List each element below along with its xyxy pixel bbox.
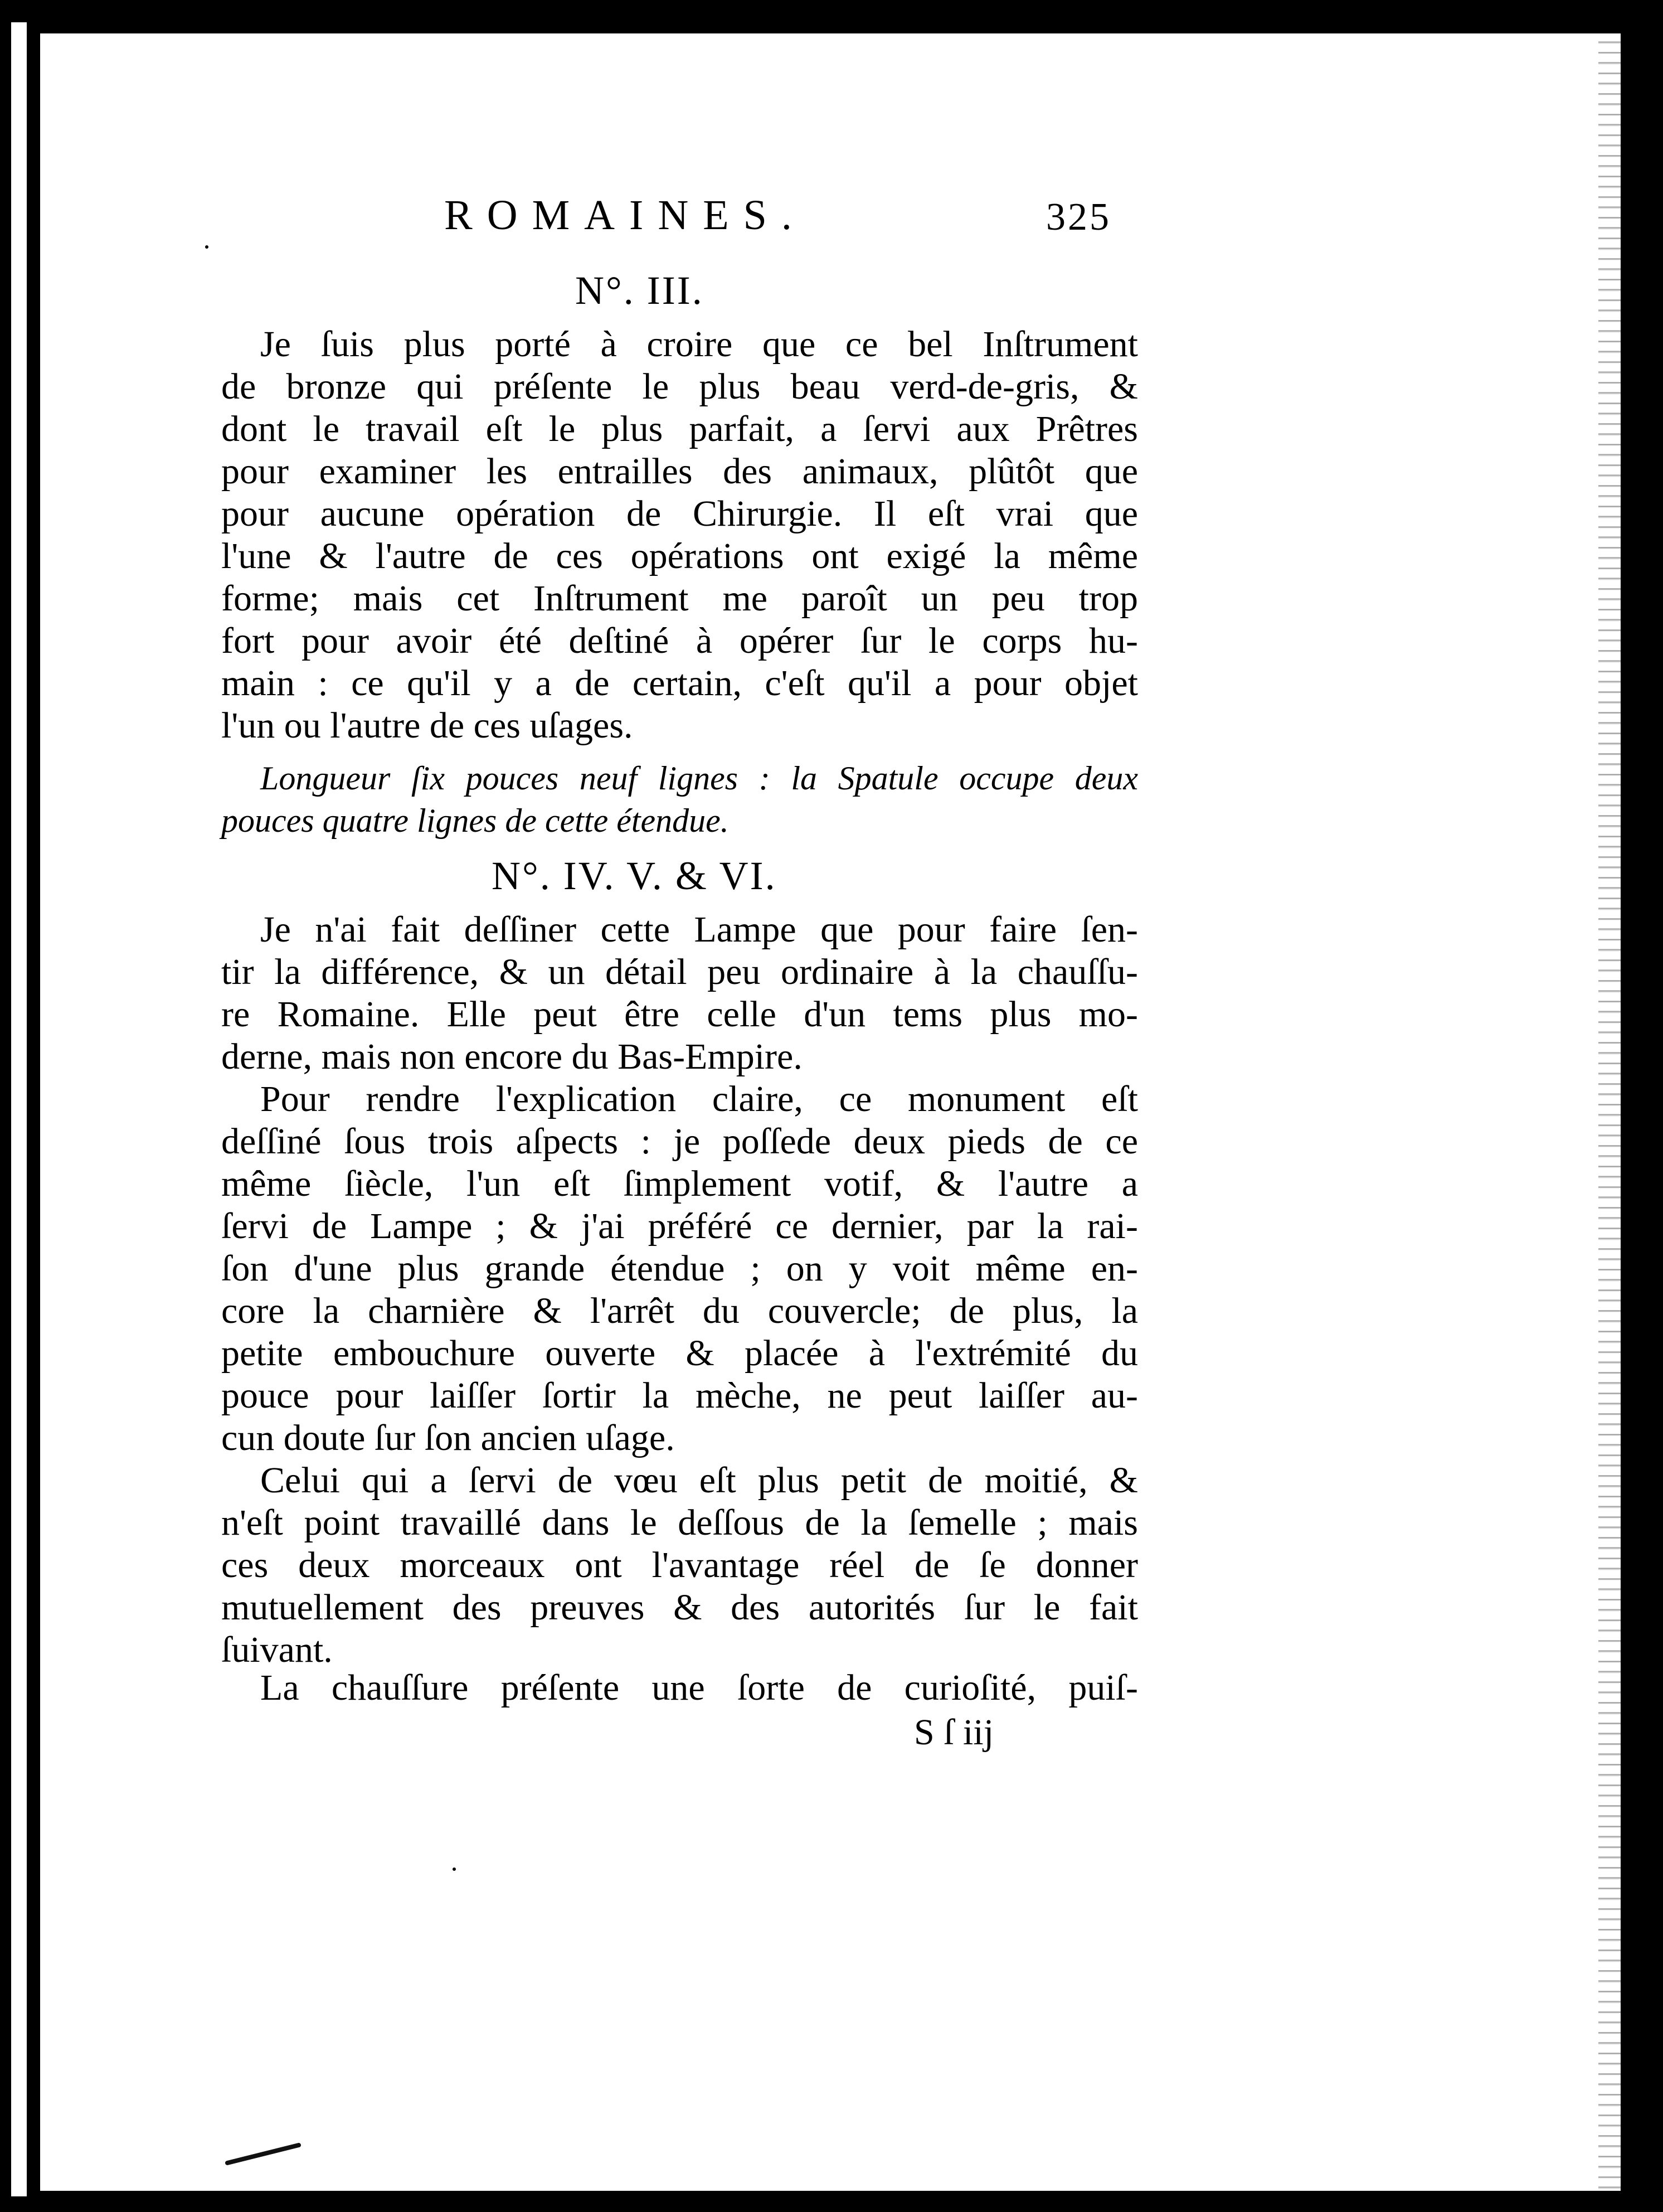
text-line: La chauſſure préſente une ſorte de curioſité, puiſ- xyxy=(260,1667,1138,1708)
text-line: n'eſt point travaillé dans le deſſous de la ſemelle ; mais xyxy=(221,1502,1138,1543)
section-4-paragraph-3 xyxy=(221,1459,1138,1671)
text-line: Celui qui a ſervi de vœu eſt plus petit de moitié, & xyxy=(260,1460,1138,1501)
book-page xyxy=(40,33,1621,2191)
text-line: Je n'ai fait deſſiner cette Lampe que pour faire ſen- xyxy=(260,909,1138,950)
text-line: Pour rendre l'explication claire, ce monument eſt xyxy=(260,1079,1138,1119)
section-heading-3: N°. III. xyxy=(575,268,704,313)
text-line: cun doute ſur ſon ancien uſage. xyxy=(221,1418,675,1458)
text-line: dont le travail eſt le plus parfait, a ſervi aux Prêtres xyxy=(221,409,1138,449)
ink-stroke xyxy=(225,2142,302,2166)
text-line: pour aucune opération de Chirurgie. Il eſt vrai que xyxy=(221,493,1138,534)
note-line: pouces quatre lignes de cette étendue. xyxy=(221,802,729,839)
scan-edge-speckle xyxy=(1598,33,1621,2191)
text-line: re Romaine. Elle peut être celle d'un tems plus mo- xyxy=(221,994,1138,1035)
text-line: petite embouchure ouverte & placée à l'extrémité du xyxy=(221,1333,1138,1374)
section-4-paragraph-4 xyxy=(221,1667,1138,1709)
text-line: mutuellement des preuves & des autorités ſur le fait xyxy=(221,1587,1138,1628)
running-head: ROMAINES. xyxy=(444,192,806,239)
page-edge-left xyxy=(11,22,27,2196)
text-line: Je ſuis plus porté à croire que ce bel Inſtrument xyxy=(260,324,1138,365)
text-line: derne, mais non encore du Bas-Empire. xyxy=(221,1036,803,1077)
section-4-paragraph-2 xyxy=(221,1078,1138,1459)
text-line: ſon d'une plus grande étendue ; on y voit même en- xyxy=(221,1248,1138,1289)
text-line: même ſiècle, l'un eſt ſimplement votif, & l'autre a xyxy=(221,1163,1138,1204)
text-line: main : ce qu'il y a de certain, c'eſt qu'il a pour objet xyxy=(221,663,1138,704)
text-line: deſſiné ſous trois aſpects : je poſſede deux pieds de ce xyxy=(221,1121,1138,1162)
text-line: ces deux morceaux ont l'avantage réel de ſe donner xyxy=(221,1545,1138,1585)
signature-mark: S ſ iij xyxy=(914,1712,994,1753)
text-line: forme; mais cet Inſtrument me paroît un peu trop xyxy=(221,578,1138,619)
ink-speck xyxy=(453,1867,456,1871)
section-heading-4: N°. IV. V. & VI. xyxy=(492,853,777,898)
text-line: fort pour avoir été deſtiné à opérer ſur le corps hu- xyxy=(221,620,1138,661)
section-3-paragraph xyxy=(221,323,1138,747)
page-number: 325 xyxy=(1046,196,1111,239)
text-line: l'un ou l'autre de ces uſages. xyxy=(221,705,633,746)
text-line: l'une & l'autre de ces opérations ont exigé la même xyxy=(221,536,1138,576)
section-4-paragraph-1 xyxy=(221,909,1138,1078)
dimension-note xyxy=(221,757,1138,842)
text-line: de bronze qui préſente le plus beau verd-de-gris, & xyxy=(221,366,1138,407)
text-line: ſervi de Lampe ; & j'ai préféré ce dernier, par la rai- xyxy=(221,1206,1138,1246)
text-line: pour examiner les entrailles des animaux, plûtôt que xyxy=(221,451,1138,492)
ink-speck xyxy=(205,245,208,249)
text-line: tir la différence, & un détail peu ordinaire à la chauſſu- xyxy=(221,952,1138,992)
note-line: Longueur ſix pouces neuf lignes : la Spatule occupe deux xyxy=(260,760,1138,797)
text-line: core la charnière & l'arrêt du couvercle; de plus, la xyxy=(221,1291,1138,1331)
text-line: pouce pour laiſſer ſortir la mèche, ne peut laiſſer au- xyxy=(221,1375,1138,1416)
text-line: ſuivant. xyxy=(221,1629,333,1670)
